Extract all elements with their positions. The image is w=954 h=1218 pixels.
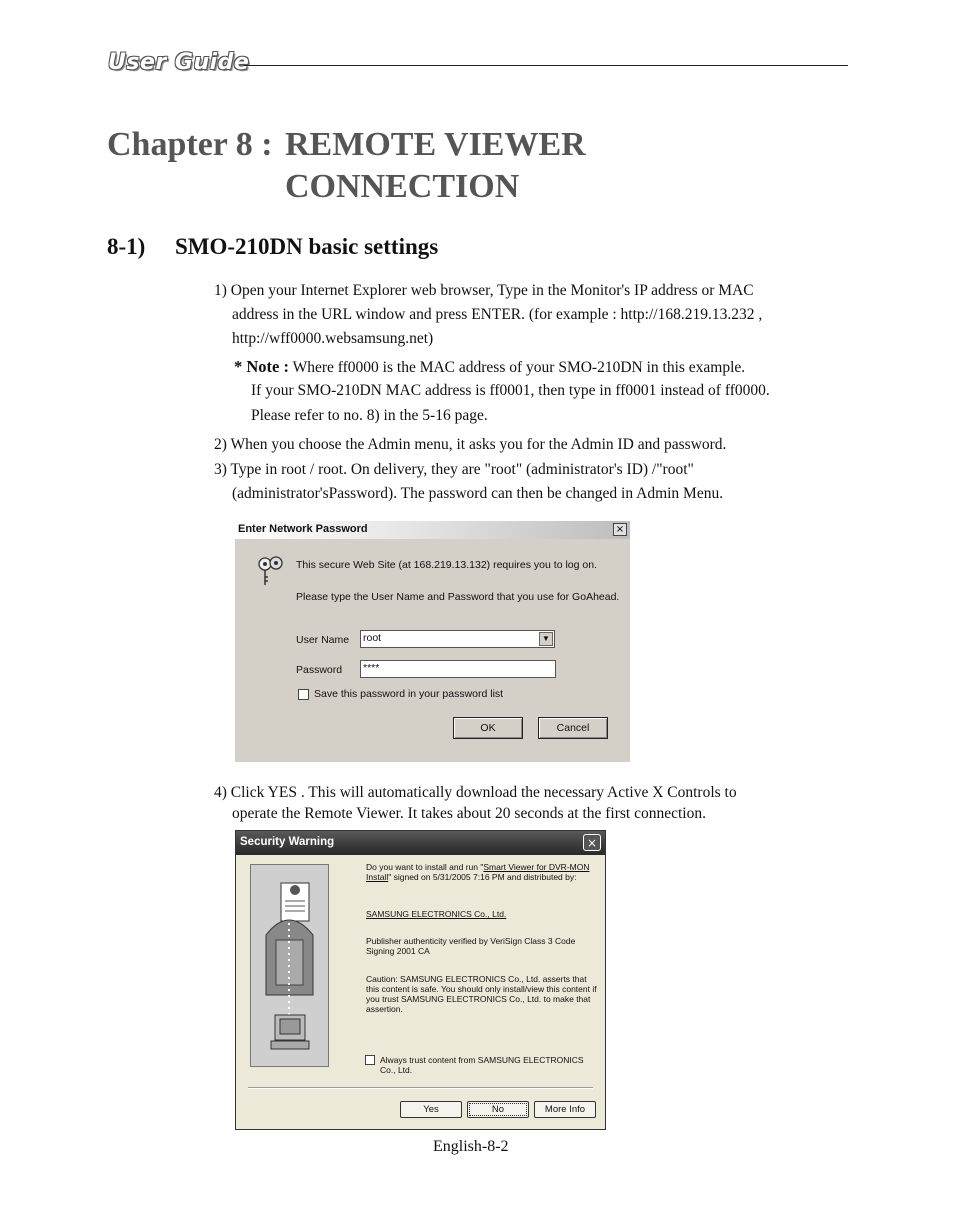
note-line3: Please refer to no. 8) in the 5-16 page. (251, 407, 488, 424)
chapter-number: Chapter 8 : (107, 126, 273, 163)
step1-line2: address in the URL window and press ENTER. (for example : http://168.219.13.232 , (232, 306, 763, 323)
chevron-down-icon[interactable]: ▼ (539, 632, 553, 646)
step1-line1: 1) Open your Internet Explorer web browser, Type in the Monitor's IP address or MAC (214, 282, 754, 299)
divider (248, 1087, 593, 1089)
header-rule (244, 65, 848, 66)
password-value: **** (363, 662, 380, 674)
no-button[interactable]: No (467, 1101, 529, 1118)
section-number: 8-1) (107, 234, 146, 259)
password-dialog-message2: Please type the User Name and Password that you use for GoAhead. (296, 591, 620, 603)
yes-button[interactable]: Yes (400, 1101, 462, 1118)
step2: 2) When you choose the Admin menu, it asks you for the Admin ID and password. (214, 436, 727, 453)
page-number: English-8-2 (433, 1138, 509, 1155)
always-trust-label: Always trust content from SAMSUNG ELECTRONICS Co., Ltd. (380, 1055, 584, 1075)
password-dialog-message1: This secure Web Site (at 168.219.13.132) requires you to log on. (296, 559, 597, 571)
note-label: * Note : (234, 357, 289, 376)
password-field[interactable] (360, 660, 556, 678)
close-icon[interactable]: × (613, 523, 627, 536)
always-trust-checkbox[interactable] (365, 1055, 375, 1065)
ok-button[interactable]: OK (453, 717, 523, 739)
header-title: User Guide (108, 50, 250, 75)
note-line1 (234, 355, 745, 381)
more-info-button[interactable]: More Info (534, 1101, 596, 1118)
security-illustration (250, 864, 329, 1067)
password-dialog (235, 521, 630, 762)
security-dialog-titlebar (236, 831, 605, 855)
step4-line1: 4) Click YES . This will automatically download the necessary Active X Controls to (214, 784, 737, 801)
component-link[interactable]: Smart Viewer for DVR-MON Install (366, 862, 590, 882)
cancel-button[interactable]: Cancel (538, 717, 608, 739)
chapter-title-line1: REMOTE VIEWER (285, 126, 586, 163)
step3-line2: (administrator'sPassword). The password can then be changed in Admin Menu. (232, 485, 724, 502)
username-label: User Name (296, 634, 350, 646)
step4-line2: operate the Remote Viewer. It takes about 20 seconds at the first connection. (232, 805, 706, 822)
save-password-checkbox[interactable] (298, 689, 309, 700)
question-post: " signed on 5/31/2005 7:16 PM and distributed by: (388, 872, 577, 882)
key-icon (257, 555, 285, 591)
note-line2: If your SMO-210DN MAC address is ff0001, then type in ff0001 instead of ff0000. (251, 382, 770, 399)
step3-line1: 3) Type in root / root. On delivery, they are "root" (administrator's ID) /"root" (214, 461, 694, 478)
password-label: Password (296, 664, 343, 676)
publisher-link[interactable]: SAMSUNG ELECTRONICS Co., Ltd. (366, 909, 507, 919)
password-dialog-title: Enter Network Password (238, 523, 368, 535)
username-field[interactable] (360, 630, 555, 648)
question-pre: Do you want to install and run " (366, 862, 484, 872)
note-text: Where ff0000 is the MAC address of your SMO-210DN in this example. (288, 359, 746, 376)
close-icon[interactable]: × (583, 834, 601, 851)
certificate-icon (251, 865, 328, 1066)
chapter-title-line2: CONNECTION (285, 168, 520, 205)
security-dialog-title: Security Warning (240, 836, 335, 848)
save-password-label: Save this password in your password list (314, 688, 504, 700)
password-dialog-titlebar (235, 521, 630, 539)
caution-text: Caution: SAMSUNG ELECTRONICS Co., Ltd. asserts that this content is safe. You should only install/view this content if you trust SAMSUNG ELECTRONICS Co., Ltd. to make that assertion. (366, 974, 597, 1014)
step1-line3: http://wff0000.websamsung.net) (232, 330, 434, 347)
username-value: root (363, 632, 382, 644)
security-warning-dialog (235, 830, 606, 1130)
authenticity-text: Publisher authenticity verified by VeriSign Class 3 Code Signing 2001 CA (366, 936, 576, 956)
security-question (366, 862, 598, 882)
section-title: SMO-210DN basic settings (175, 234, 439, 259)
